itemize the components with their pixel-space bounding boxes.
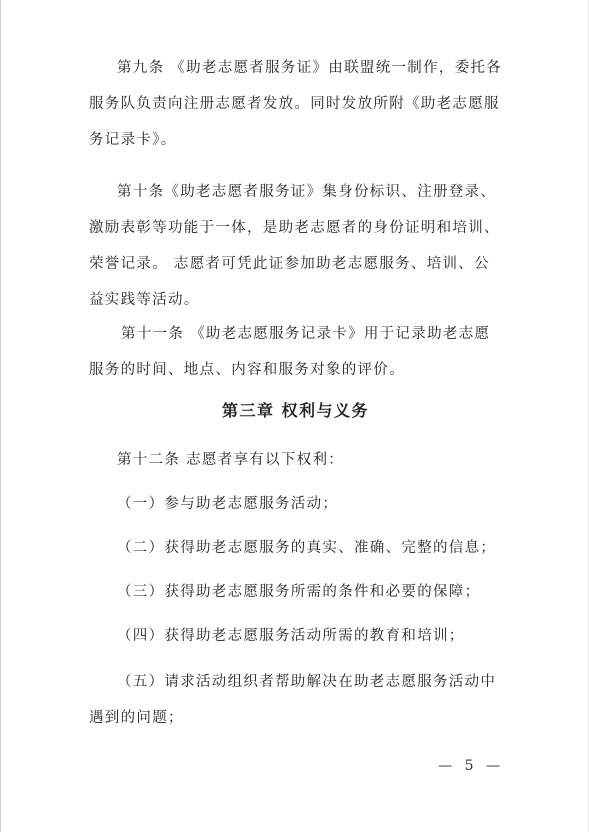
article-12-item-2 (89, 530, 509, 566)
article-12-intro-line: 第十二条 志愿者享有以下权利： (117, 452, 345, 468)
article-9 (89, 50, 509, 158)
article-10 (89, 174, 509, 318)
article-10-line-1: 第十条《助老志愿者服务证》集身份标识、注册登录、 (117, 184, 497, 200)
article-12-item-3-line: （三）获得助老志愿服务所需的条件和必要的保障； (117, 584, 481, 600)
page-number: — 5 — (438, 758, 504, 774)
article-12-item-1 (89, 486, 509, 522)
article-12-intro (89, 442, 509, 478)
article-11-line-1: 第十一条 《助老志愿服务记录卡》用于记录助老志愿 (121, 326, 491, 342)
article-9-line-1: 第九条 《助老志愿者服务证》由联盟统一制作，委托各 (117, 60, 503, 76)
article-12-item-4 (89, 618, 509, 654)
article-9-line-3: 务记录卡》。 (89, 132, 177, 148)
chapter-heading: 第三章 权利与义务 (221, 401, 370, 420)
article-12-item-1-line: （一）参与助老志愿服务活动； (117, 496, 339, 512)
article-12-item-5 (89, 664, 509, 736)
article-12-item-3 (89, 574, 509, 610)
article-12-item-5-line-1: （五）请求活动组织者帮助解决在助老志愿服务活动中 (117, 674, 497, 690)
article-12-item-5-line-2: 遇到的问题； (89, 710, 184, 726)
article-10-line-2: 激励表彰等功能于一体，是助老志愿者的身份证明和培训、 (89, 220, 500, 236)
article-12-item-4-line: （四）获得助老志愿服务活动所需的教育和培训； (117, 628, 465, 644)
article-10-line-4: 益实践等活动。 (89, 292, 200, 308)
article-11-line-2: 服务的时间、地点、内容和服务对象的评价。 (89, 362, 405, 378)
article-9-line-2: 服务队负责向注册志愿者发放。同时发放所附《助老志愿服 (89, 96, 500, 112)
article-11 (89, 316, 509, 388)
article-12-item-2-line: （二）获得助老志愿服务的真实、准确、完整的信息； (117, 540, 497, 556)
article-10-line-3: 荣誉记录。 志愿者可凭此证参加助老志愿服务、培训、公 (89, 256, 490, 272)
